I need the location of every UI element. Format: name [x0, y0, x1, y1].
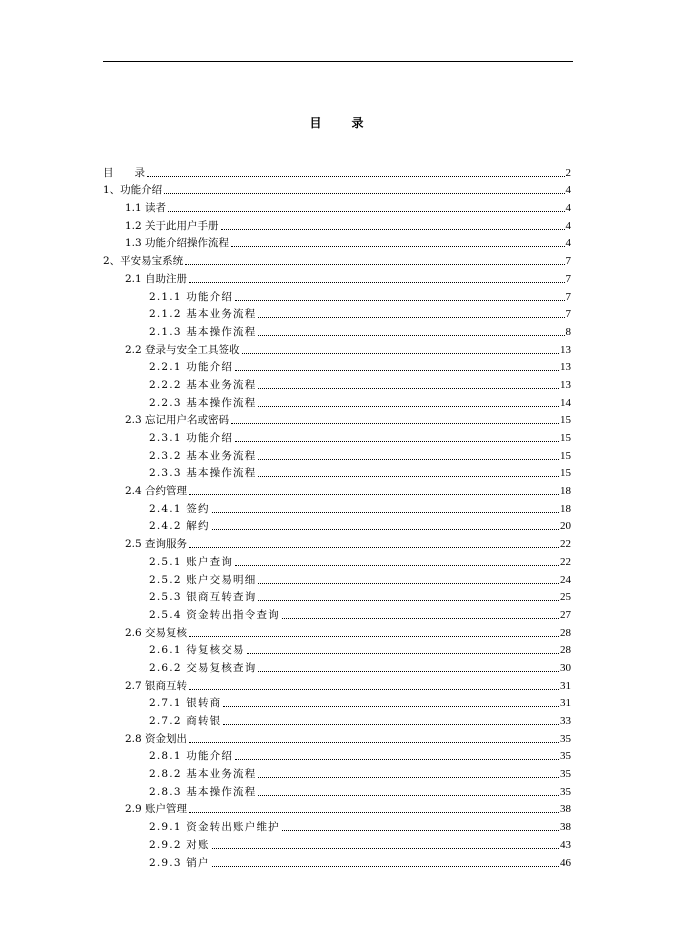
- toc-entry[interactable]: [103, 180, 571, 198]
- toc-entry-label: 2.1.3 基本操作流程: [149, 325, 257, 338]
- toc-leader-dots: [235, 369, 559, 371]
- toc-entry[interactable]: [103, 321, 571, 339]
- toc-entry-label: 2.9.1 资金转出账户维护: [149, 821, 280, 834]
- toc-entry[interactable]: [103, 339, 571, 357]
- toc-entry-page: 22: [560, 555, 571, 568]
- toc-entry[interactable]: [103, 516, 571, 534]
- toc-leader-dots: [258, 475, 559, 477]
- toc-entry-page: 24: [560, 573, 571, 586]
- toc-entry-page: 43: [560, 838, 571, 851]
- toc-leader-dots: [189, 281, 564, 283]
- toc-leader-dots: [189, 635, 559, 637]
- toc-entry-page: 7: [565, 290, 571, 303]
- toc-entry-label: 2.5.1 账户查询: [149, 555, 234, 568]
- toc-entry[interactable]: [103, 533, 571, 551]
- toc-entry[interactable]: [103, 498, 571, 516]
- toc-entry[interactable]: [103, 693, 571, 711]
- toc-entry-label: 2.3.3 基本操作流程: [149, 467, 257, 480]
- toc-entry-page: 4: [565, 184, 571, 197]
- toc-entry[interactable]: [103, 587, 571, 605]
- toc-entry-label: 2.2.2 基本业务流程: [149, 378, 257, 391]
- toc-entry-page: 35: [560, 768, 571, 781]
- toc-leader-dots: [258, 582, 559, 584]
- toc-leader-dots: [258, 316, 564, 318]
- toc-leader-dots: [168, 210, 564, 212]
- toc-entry[interactable]: [103, 657, 571, 675]
- toc-entry[interactable]: [103, 286, 571, 304]
- toc-entry-label: 2.8 资金划出: [125, 732, 188, 745]
- toc-entry-page: 4: [565, 202, 571, 215]
- toc-leader-dots: [282, 829, 559, 831]
- toc-entry[interactable]: [103, 551, 571, 569]
- toc-leader-dots: [258, 794, 559, 796]
- toc-leader-dots: [231, 245, 564, 247]
- toc-entry[interactable]: [103, 852, 571, 870]
- toc-entry[interactable]: [103, 162, 571, 180]
- toc-entry[interactable]: [103, 445, 571, 463]
- toc-entry-page: 4: [565, 237, 571, 250]
- toc-entry-page: 14: [560, 396, 571, 409]
- toc-entry-page: 33: [560, 715, 571, 727]
- toc-leader-dots: [258, 334, 564, 336]
- toc-entry[interactable]: [103, 640, 571, 658]
- toc-entry-page: 31: [560, 697, 571, 710]
- toc-entry-page: 7: [565, 255, 571, 268]
- toc-entry[interactable]: [103, 746, 571, 764]
- page-title: [0, 114, 673, 131]
- toc-entry-label: 2.2 登录与安全工具签收: [125, 343, 240, 356]
- toc-entry-label: 2.9.3 销户: [149, 856, 210, 869]
- toc-entry-label: 2.9 账户管理: [125, 803, 188, 816]
- toc-entry-label: 2、平安易宝系统: [103, 255, 184, 268]
- toc-entry-label: 2.2.1 功能介绍: [149, 361, 234, 374]
- toc-leader-dots: [235, 440, 559, 442]
- toc-entry[interactable]: [103, 728, 571, 746]
- toc-leader-dots: [212, 865, 559, 867]
- toc-leader-dots: [189, 688, 559, 690]
- page-title-left: 目: [309, 116, 322, 130]
- toc-leader-dots: [258, 776, 559, 778]
- toc-leader-dots: [212, 528, 559, 530]
- toc-entry-page: 18: [560, 502, 571, 515]
- toc-leader-dots: [258, 458, 559, 460]
- toc-entry[interactable]: [103, 268, 571, 286]
- toc-entry-label: 2.5 查询服务: [125, 538, 188, 551]
- toc-entry-page: 25: [560, 591, 571, 604]
- toc-entry-label: 1.2 关于此用户手册: [125, 219, 219, 232]
- toc-entry[interactable]: [103, 215, 571, 233]
- toc-entry-label: 2.7 银商互转: [125, 679, 188, 692]
- toc-entry-label: 1.1 读者: [125, 202, 167, 215]
- toc-entry-label: 1.3 功能介绍操作流程: [125, 237, 230, 250]
- toc-entry-label: 2.7.1 银转商: [149, 697, 222, 710]
- toc-entry-page: 13: [560, 361, 571, 374]
- toc-entry[interactable]: [103, 569, 571, 587]
- table-of-contents: [103, 162, 571, 870]
- toc-leader-dots: [221, 228, 565, 230]
- toc-leader-dots: [235, 564, 559, 566]
- toc-entry-label: 目 录: [103, 166, 145, 179]
- toc-entry[interactable]: [103, 233, 571, 251]
- page-title-right: 录: [351, 116, 364, 130]
- toc-leader-dots: [189, 493, 559, 495]
- toc-entry-page: 22: [560, 538, 571, 551]
- toc-leader-dots: [258, 599, 559, 601]
- toc-entry-page: 35: [560, 732, 571, 745]
- toc-entry-page: 30: [560, 661, 571, 674]
- toc-entry-page: 15: [560, 449, 571, 462]
- toc-entry[interactable]: [103, 374, 571, 392]
- toc-entry-label: 2.8.1 功能介绍: [149, 750, 234, 763]
- toc-entry-page: 8: [565, 325, 571, 338]
- toc-entry-page: 31: [560, 679, 571, 692]
- toc-entry[interactable]: [103, 604, 571, 622]
- toc-entry-label: 2.3.1 功能介绍: [149, 432, 234, 444]
- toc-entry-page: 35: [560, 750, 571, 763]
- toc-entry-label: 2.1.2 基本业务流程: [149, 308, 257, 321]
- toc-entry-label: 2.5.3 银商互转查询: [149, 591, 257, 604]
- toc-leader-dots: [189, 811, 559, 813]
- toc-leader-dots: [185, 263, 564, 265]
- toc-entry[interactable]: [103, 675, 571, 693]
- toc-leader-dots: [235, 299, 564, 301]
- toc-entry-page: 15: [560, 467, 571, 480]
- toc-leader-dots: [247, 652, 559, 654]
- toc-entry[interactable]: [103, 410, 571, 428]
- toc-entry-label: 2.9.2 对账: [149, 838, 210, 851]
- toc-leader-dots: [164, 192, 564, 194]
- toc-entry[interactable]: [103, 427, 571, 445]
- toc-entry-label: 2.5.4 资金转出指令查询: [149, 608, 280, 621]
- toc-leader-dots: [212, 847, 559, 849]
- toc-leader-dots: [223, 723, 559, 725]
- toc-entry[interactable]: [103, 304, 571, 322]
- toc-entry-page: 13: [560, 343, 571, 356]
- toc-entry[interactable]: [103, 357, 571, 375]
- toc-leader-dots: [242, 352, 559, 354]
- toc-entry-page: 28: [560, 626, 571, 639]
- toc-entry-page: 7: [565, 308, 571, 321]
- toc-entry-page: 15: [560, 432, 571, 444]
- toc-entry[interactable]: [103, 622, 571, 640]
- toc-entry-label: 2.8.3 基本操作流程: [149, 785, 257, 798]
- toc-entry[interactable]: [103, 392, 571, 410]
- toc-leader-dots: [147, 175, 565, 177]
- toc-entry[interactable]: [103, 763, 571, 781]
- toc-entry-label: 2.6 交易复核: [125, 626, 188, 639]
- toc-leader-dots: [189, 741, 559, 743]
- toc-leader-dots: [282, 617, 559, 619]
- toc-entry-page: 27: [560, 608, 571, 621]
- toc-entry-label: 2.8.2 基本业务流程: [149, 768, 257, 781]
- toc-entry-page: 20: [560, 520, 571, 533]
- toc-entry-page: 35: [560, 785, 571, 798]
- toc-leader-dots: [231, 422, 559, 424]
- toc-entry[interactable]: [103, 710, 571, 728]
- toc-leader-dots: [223, 705, 559, 707]
- toc-leader-dots: [235, 758, 559, 760]
- toc-entry[interactable]: [103, 834, 571, 852]
- toc-entry-label: 2.5.2 账户交易明细: [149, 573, 257, 586]
- toc-entry-page: 38: [560, 821, 571, 834]
- toc-entry-page: 38: [560, 803, 571, 816]
- toc-entry-label: 2.1 自助注册: [125, 272, 188, 285]
- toc-entry-page: 28: [560, 644, 571, 657]
- toc-entry[interactable]: [103, 816, 571, 834]
- toc-entry[interactable]: [103, 197, 571, 215]
- toc-entry-label: 2.4.2 解约: [149, 520, 210, 533]
- toc-entry[interactable]: [103, 781, 571, 799]
- toc-entry-page: 18: [560, 485, 571, 498]
- toc-entry[interactable]: [103, 463, 571, 481]
- toc-leader-dots: [212, 511, 559, 513]
- header-rule: [103, 61, 573, 62]
- toc-entry-label: 2.6.2 交易复核查询: [149, 661, 257, 674]
- toc-entry-label: 2.7.2 商转银: [149, 715, 222, 727]
- toc-leader-dots: [258, 387, 559, 389]
- toc-entry-label: 2.6.1 待复核交易: [149, 644, 245, 657]
- toc-entry-page: 13: [560, 378, 571, 391]
- toc-entry-label: 1、功能介绍: [103, 184, 163, 197]
- toc-entry[interactable]: [103, 799, 571, 817]
- toc-entry-page: 7: [565, 272, 571, 285]
- toc-entry[interactable]: [103, 250, 571, 268]
- toc-leader-dots: [189, 546, 559, 548]
- toc-entry-page: 4: [565, 219, 571, 232]
- toc-leader-dots: [258, 670, 559, 672]
- toc-entry-page: 46: [560, 856, 571, 869]
- toc-entry-label: 2.2.3 基本操作流程: [149, 396, 257, 409]
- toc-entry-page: 15: [560, 414, 571, 427]
- toc-leader-dots: [258, 405, 559, 407]
- toc-entry-label: 2.4.1 签约: [149, 502, 210, 515]
- toc-entry-page: 2: [565, 166, 571, 179]
- toc-entry-label: 2.3 忘记用户名或密码: [125, 414, 230, 427]
- toc-entry[interactable]: [103, 480, 571, 498]
- toc-entry-label: 2.3.2 基本业务流程: [149, 449, 257, 462]
- toc-entry-label: 2.4 合约管理: [125, 485, 188, 498]
- toc-entry-label: 2.1.1 功能介绍: [149, 290, 234, 303]
